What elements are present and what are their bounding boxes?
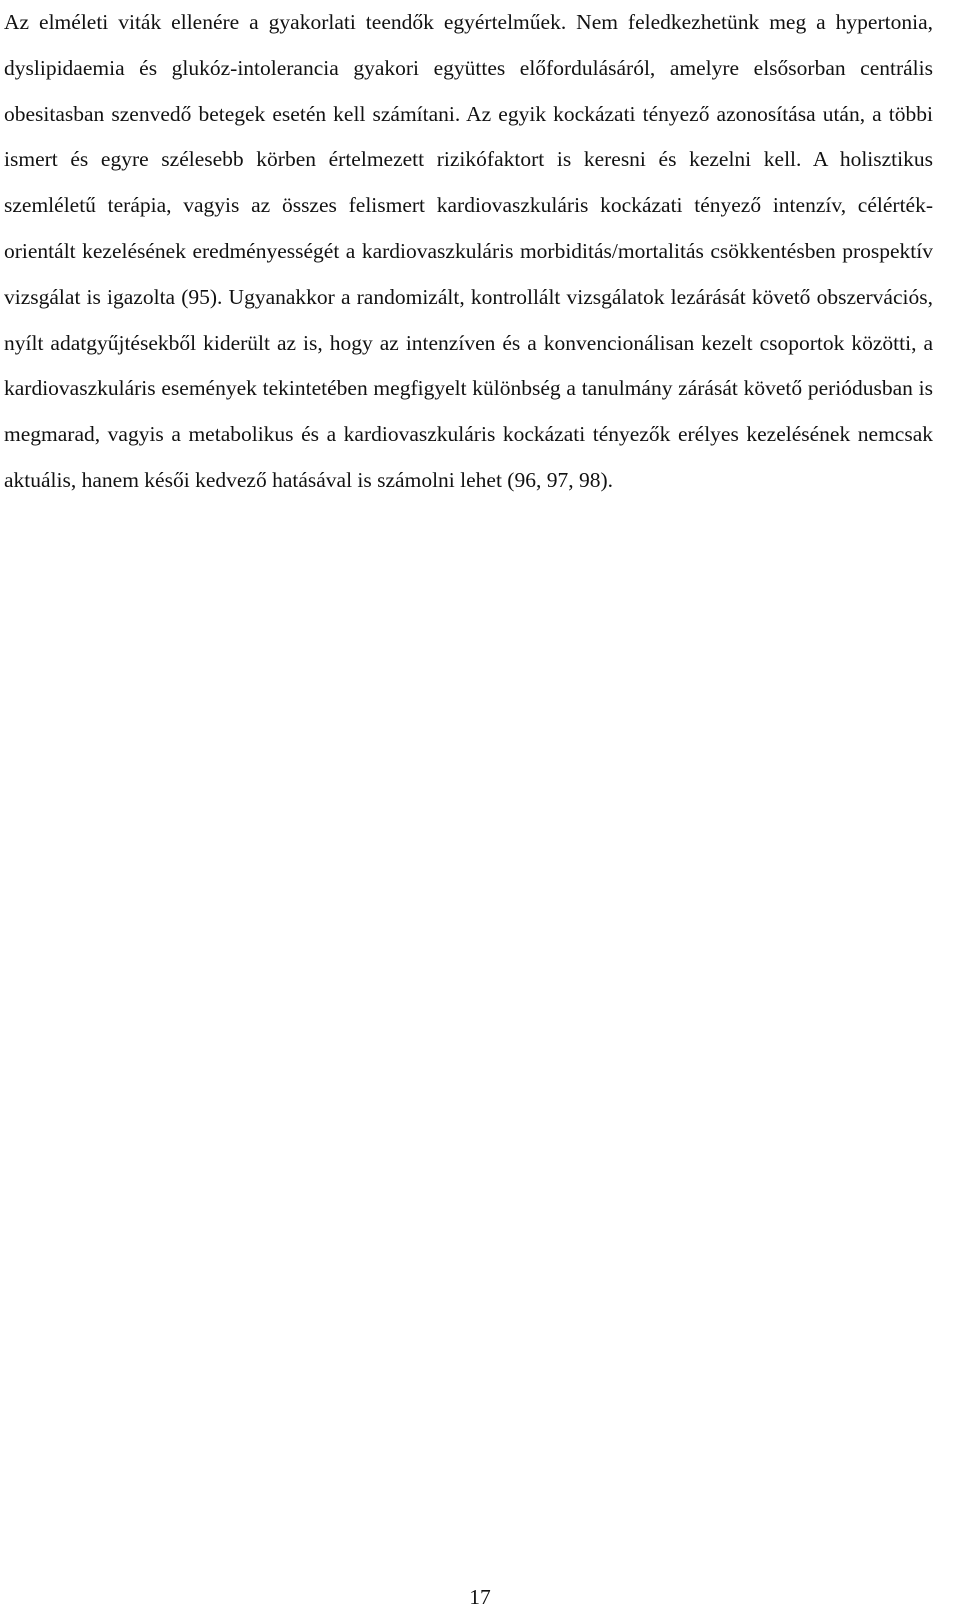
page-number: 17: [469, 1585, 491, 1609]
body-paragraph: Az elméleti viták ellenére a gyakorlati teendők egyértelműek. Nem feledkezhetünk meg a hypertonia, dyslipidaemia és glukóz-intolerancia gyakori együttes előfordulásáról, amelyre elsősorban centrális obesitasban szenvedő betegek esetén kell számítani. Az egyik kockázati tényező azonosítása után, a többi ismert és egyre szélesebb körben értelmezett rizikófaktort is keresni és kezelni kell. A holisztikus szemléletű terápia, vagyis az összes felismert kardiovaszkuláris kockázati tényező intenzív, célérték-orientált kezelésének eredményességét a kardiovaszkuláris morbiditás/mortalitás csökkentésben prospektív vizsgálat is igazolta (95). Ugyanakkor a randomizált, kontrollált vizsgálatok lezárását követő obszervációs, nyílt adatgyűjtésekből kiderült az is, hogy az intenzíven és a konvencionálisan kezelt csoportok közötti, a kardiovaszkuláris események tekintetében megfigyelt különbség a tanulmány zárását követő periódusban is megmarad, vagyis a metabolikus és a kardiovaszkuláris kockázati tényezők erélyes kezelésének nemcsak aktuális, hanem késői kedvező hatásával is számolni lehet (96, 97, 98).: [4, 10, 933, 492]
